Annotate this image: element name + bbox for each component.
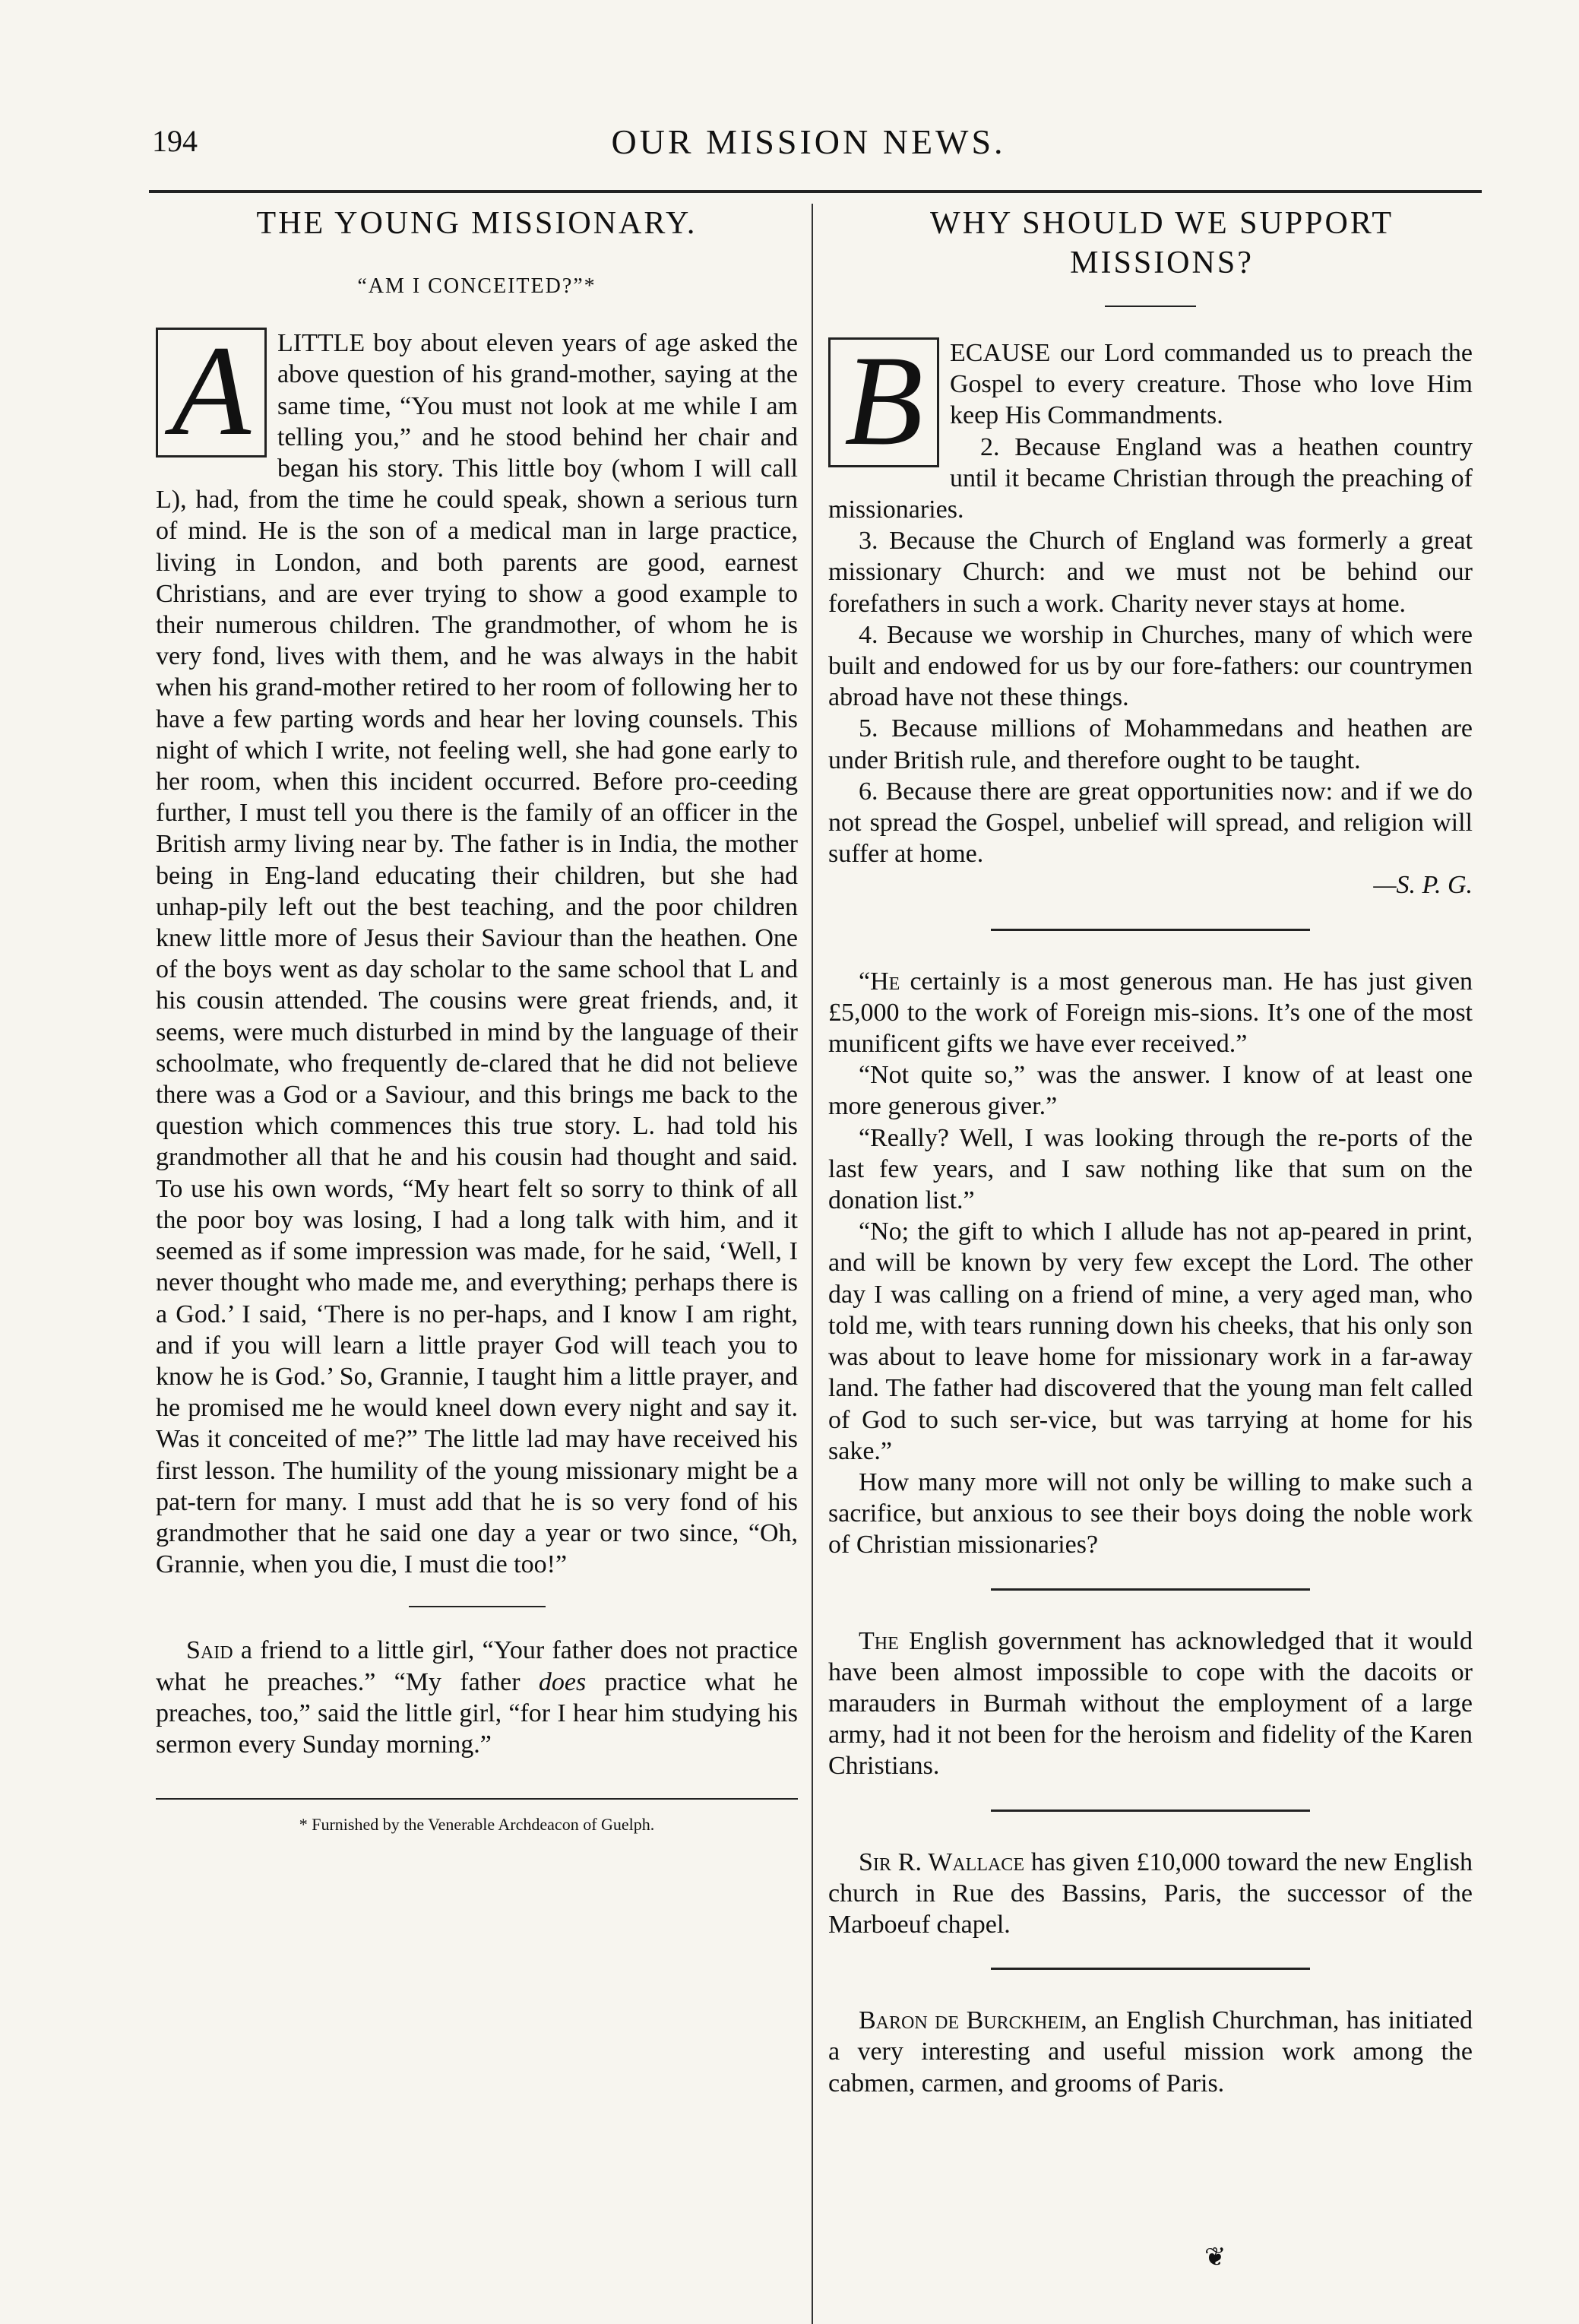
reason-5: 5. Because millions of Mohammedans and heathen are under British rule, and therefore ought to be taught. [828,714,1473,774]
burckheim-paragraph [828,2005,1473,2099]
reason-1 [828,329,1473,472]
gift-paragraph-5: How many more will not only be willing to make such a sacrifice, but anxious to see their boys doing the noble work of Christian missionaries? [828,1468,1473,1559]
lead-word: The [859,1626,899,1655]
reason-signature: —S. P. G. [1373,871,1473,900]
anecdote-text: a friend to a little girl, “Your father does not practice what he preaches.” “My father [156,1636,798,1696]
lead-word: “He [859,967,900,996]
column-divider [812,204,813,2324]
wallace-text: has given £10,000 toward the new English church in Rue des Bassins, Paris, the successor of the Marboeuf chapel. [828,1847,1473,1939]
lead-name: Baron de Burckheim, [859,2006,1087,2035]
right-column [828,204,1473,2099]
gift-text-1: certainly is a most generous man. He has just given £5,000 to the work of Foreign mis-sions. It’s one of the most munificent gifts we have ever received.” [828,967,1473,1059]
anecdote-paragraph [156,1635,798,1760]
reason-2: 2. Because England was a heathen country until it became Christian through the preaching of missionaries. [828,432,1473,524]
article-title-young-missionary: THE YOUNG MISSIONARY. [256,206,698,241]
government-paragraph [828,1626,1473,1782]
burckheim-text: an English Churchman, has initiated a very interesting and useful mission work among the cabmen, carmen, and grooms of Paris. [828,2006,1473,2098]
reason-1-text: ECAUSE our Lord commanded us to preach the Gospel to every creature. Those who love Him keep His Commandments. [950,339,1473,430]
anecdote-tail: practice what he preaches, too,” said the little girl, “for I hear him studying his sermon every Sunday morning.” [156,1667,798,1759]
gift-paragraph-3: “Really? Well, I was looking through the re-ports of the last few years, and I saw nothing like that sum on the donation list.” [828,1123,1473,1215]
gift-paragraph-4: “No; the gift to which I allude has not ap-peared in print, and will be known by very few except the Lord. The other day I was calling on a friend of mine, a very aged man, who told me, with tears running down his cheeks, that his only son was about to leave home for missionary work in a far-away land. The father had discovered that the young man felt called of God to such ser-vice, but was tarrying at home for his sake.” [828,1217,1473,1465]
reason-3: 3. Because the Church of England was formerly a great missionary Church: and we must not be behind our forefathers in such a work. Charity never stays at home. [828,527,1473,618]
drop-cap-b: B [828,337,939,467]
gift-paragraph-1 [828,966,1473,1060]
article-subtitle: “AM I CONCEITED?”* [357,274,596,298]
section-rule [991,1588,1310,1591]
government-text: English government has acknowledged that it would have been almost impossible to cope with the dacoits or marauders in Burmah without the employment of a large army, had it not been for the heroism and fidelity of the Karen Christians. [828,1626,1473,1781]
emphasis-word: does [538,1667,587,1696]
article-title-support-missions: WHY SHOULD WE SUPPORT MISSIONS? [929,206,1394,280]
lead-name: Sir R. Wallace [859,1847,1024,1876]
section-rule [991,1809,1310,1812]
running-header [152,116,1465,169]
printer-ornament-icon: ❦ [1204,2243,1226,2272]
lead-word: Said [186,1636,233,1665]
publication-title: OUR MISSION NEWS. [611,122,1006,161]
reason-4: 4. Because we worship in Churches, many of which were built and endowed for us by our fore-fathers: our countrymen abroad have not these things. [828,620,1473,712]
gift-paragraph-2: “Not quite so,” was the answer. I know of at least one more generous giver.” [828,1061,1473,1121]
article-text: LITTLE boy about eleven years of age asked the above question of his grand-mother, saying at the same time, “You must not look at me while I am telling you,” and he stood behind her chair and began his story. This little boy (whom I will call L), had, from the time he could speak, shown a serious turn of mind. He is the son of a medical man in large practice, living in London, and both parents are good, earnest Christians, and are ever trying to show a good example to their numerous children. The grandmother, of whom he is very fond, lives with them, and he was always in the habit when his grand-mother retired to her room of following her to have a few parting words and hear her loving counsels. This night of which I write, not feeling well, she had gone early to her room, when this incident occurred. Before pro-ceeding further, I must tell you there is the family of an officer in the British army living near by. The father is in India, the mother being in Eng-land educating their children, but she had unhap-pily left out the best teaching, and the poor children knew little more of Jesus their Saviour than the heathen. One of the boys went as day scholar to the same school that L and his cousin attended. The cousins were great friends, and, it seems, were much disturbed in mind by the language of their schoolmate, who frequently de-clared that he did not believe there was a God or a Saviour, and this brings me back to the question which commences this true story. L. had told his grandmother all that he and his cousin had thought and said. To use his own words, “My heart felt so sorry to think of all the poor boy was losing, I had a long talk with him, and it seemed as if some impression was made, for he said, ‘Well, I never thought who made me, and everything; perhaps there is a God.’ I said, ‘There is no per-haps, and I know I am right, and if you will learn a little prayer God will teach you to know he is God.’ So, Grannie, I taught him a little prayer, and he promised me he would kneel down every night and say it. Was it conceited of me?” The little lad may have received his first lesson. The humility of the young missionary might be a pat-tern for many. I must add that he is so very fond of his grandmother that he said one day a year or two since, “Oh, Grannie, when you die, I must die too!” [156,329,798,1579]
footnote-rule [156,1798,798,1800]
drop-cap-a: A [156,328,267,458]
section-rule [991,1968,1310,1970]
footnote: * Furnished by the Venerable Archdeacon of Guelph. [299,1815,655,1835]
header-rule [149,190,1482,193]
reason-6: 6. Because there are great opportunities now: and if we do not spread the Gospel, unbelief will spread, and religion will suffer at home. [828,777,1473,869]
title-rule [1105,306,1196,307]
page-number: 194 [152,124,198,158]
section-rule [409,1606,546,1607]
wallace-paragraph [828,1847,1473,1941]
article-body [156,319,798,1580]
left-column [156,204,798,1840]
section-rule [991,929,1310,931]
